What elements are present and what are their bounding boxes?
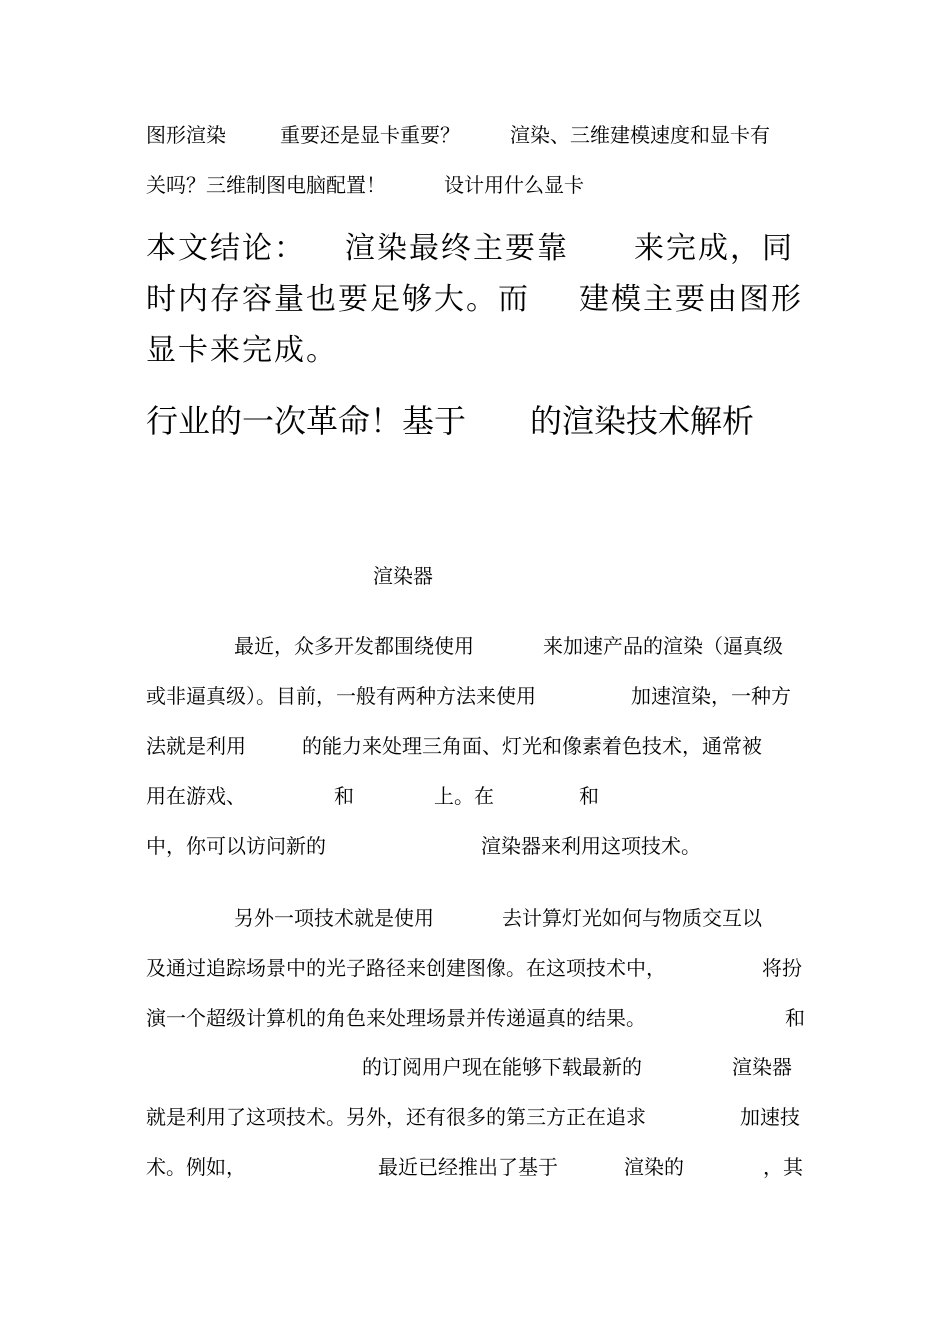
subheading: 渲染器 <box>373 564 433 588</box>
p2-line-2-part-1: 及通过追踪场景中的光子路径来创建图像。在这项技术中， <box>146 956 666 980</box>
p1-line-2-part-1: 或非逼真级）。目前，一般有两种方法来使用 <box>146 684 536 708</box>
p1-line-1-part-1: 最近，众多开发都围绕使用 <box>234 634 474 658</box>
p2-line-1-part-2: 去计算灯光如何与物质交互以 <box>502 906 762 930</box>
p2-line-5-part-2: 加速技 <box>740 1105 800 1129</box>
p1-line-5-part-1: 中，你可以访问新的 <box>146 834 326 858</box>
p2-line-4-part-1: 的订阅用户现在能够下载最新的 <box>362 1055 642 1079</box>
conclusion-line-3: 显卡来完成。 <box>146 333 338 368</box>
title-line-2-part-2: 设计用什么显卡 <box>444 173 584 197</box>
p2-line-2-part-2: 将扮 <box>762 956 802 980</box>
conclusion-line-1-part-1: 本文结论： <box>146 231 306 266</box>
p1-line-4-part-3: 上。在 <box>434 784 494 808</box>
title-line-1-part-2: 重要还是显卡重要？ <box>280 123 460 147</box>
headline-part-1: 行业的一次革命！基于 <box>146 402 467 440</box>
p2-line-3-part-2: 和 <box>785 1006 805 1030</box>
p2-line-6-part-1: 术。例如， <box>146 1155 246 1179</box>
p2-line-6-part-2: 最近已经推出了基于 <box>378 1155 558 1179</box>
p1-line-5-part-2: 渲染器来利用这项技术。 <box>481 834 701 858</box>
p2-line-6-part-3: 渲染的 <box>624 1155 684 1179</box>
p2-line-3-part-1: 演一个超级计算机的角色来处理场景并传递逼真的结果。 <box>146 1006 646 1030</box>
p1-line-3-part-1: 法就是利用 <box>146 734 246 758</box>
p2-line-5-part-1: 就是利用了这项技术。另外，还有很多的第三方正在追求 <box>146 1105 646 1129</box>
conclusion-line-1-part-2: 渲染最终主要靠 <box>345 231 569 266</box>
headline-part-2: 的渲染技术解析 <box>530 402 755 440</box>
p1-line-4-part-1: 用在游戏、 <box>146 784 246 808</box>
title-line-2-part-1: 关吗？三维制图电脑配置！ <box>146 173 386 197</box>
p1-line-4-part-2: 和 <box>334 784 354 808</box>
p1-line-1-part-2: 来加速产品的渲染（逼真级 <box>543 634 783 658</box>
p2-line-6-part-4: ，其 <box>763 1155 803 1179</box>
p1-line-4-part-4: 和 <box>579 784 599 808</box>
conclusion-line-2-part-2: 建模主要由图形 <box>579 282 803 317</box>
p1-line-2-part-2: 加速渲染，一种方 <box>631 684 791 708</box>
p1-line-3-part-2: 的能力来处理三角面、灯光和像素着色技术，通常被 <box>302 734 762 758</box>
conclusion-line-1-part-3: 来完成，同 <box>634 231 794 266</box>
title-line-1-part-3: 渲染、三维建模速度和显卡有 <box>510 123 770 147</box>
title-line-1-part-1: 图形渲染 <box>146 123 226 147</box>
p2-line-1-part-1: 另外一项技术就是使用 <box>234 906 434 930</box>
p2-line-4-part-2: 渲染器 <box>732 1055 792 1079</box>
conclusion-line-2-part-1: 时内存容量也要足够大。而 <box>146 282 530 317</box>
